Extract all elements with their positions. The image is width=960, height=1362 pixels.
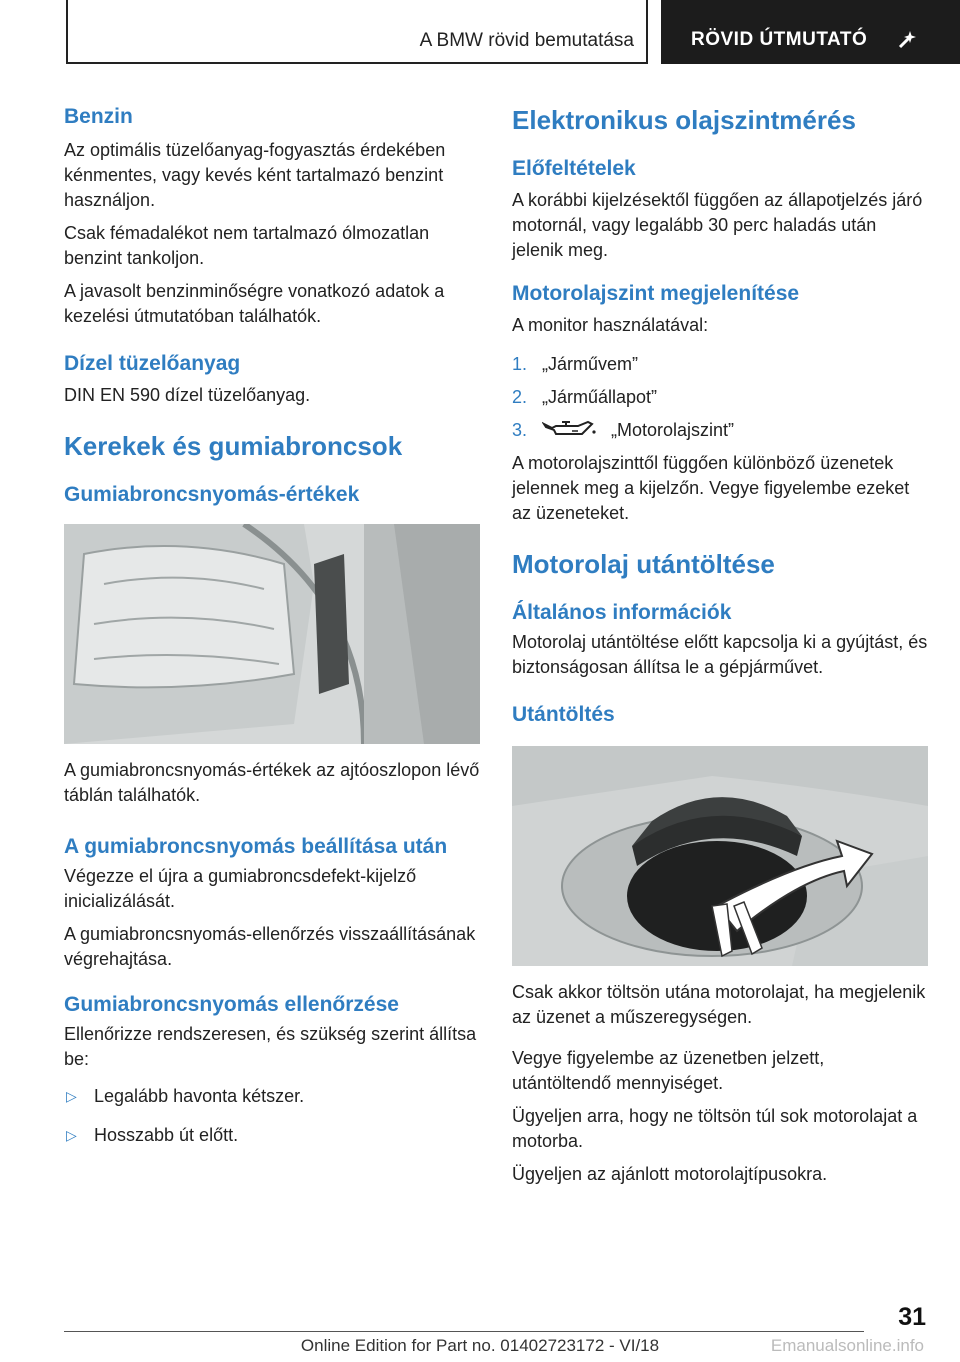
watermark: Emanualsonline.info xyxy=(770,1336,924,1355)
oil-display-steps xyxy=(512,352,928,443)
after-adjust-paragraph-1: Végezze el újra a gumiabroncsdefekt-kijelző inicializálását. xyxy=(64,866,417,911)
benzin-heading: Benzin xyxy=(64,105,133,128)
step-number: 3. xyxy=(512,420,528,440)
benzin-paragraph-3: A javasolt benzinminőségre vonatkozó adatok a kezelési útmutatóban találhatók. xyxy=(64,281,445,326)
general-info-heading: Általános információk xyxy=(512,601,732,624)
topup-paragraph-3: Ügyeljen arra, hogy ne töltsön túl sok motorolajat a motorba. xyxy=(512,1106,918,1151)
page-number: 31 xyxy=(898,1303,926,1331)
left-column xyxy=(64,104,480,1148)
oil-display-heading: Motorolajszint megjelenítése xyxy=(512,282,800,305)
after-adjust-paragraph-2: A gumiabroncsnyomás-ellenőrzés visszaállításának végrehajtása. xyxy=(64,924,476,969)
topup-paragraph-4: Ügyeljen az ajánlott motorolajtípusokra. xyxy=(512,1164,828,1184)
list-item xyxy=(512,352,928,377)
oil-measurement-heading: Elektronikus olajszintmérés xyxy=(512,105,856,135)
edition-text: Online Edition for Part no. 01402723172 - VI/18 xyxy=(300,1336,660,1355)
pressure-check-heading: Gumiabroncsnyomás ellenőrzése xyxy=(64,993,399,1016)
tire-pressure-heading: Gumiabroncsnyomás-értékek xyxy=(64,483,360,506)
header-section-title: A BMW rövid bemutatása xyxy=(419,30,634,51)
header-chapter-title: RÖVID ÚTMUTATÓ xyxy=(691,29,868,50)
step-number: 1. xyxy=(512,354,528,374)
diesel-heading: Dízel tüzelőanyag xyxy=(64,352,241,375)
after-adjust-heading: A gumiabroncsnyomás beállítása után xyxy=(64,835,448,858)
step-text: „Járműállapot” xyxy=(542,387,658,407)
page-header xyxy=(0,0,960,66)
footer-divider xyxy=(64,1331,864,1332)
topup-paragraph-2: Vegye figyelembe az üzenetben jelzett, utántöltendő mennyiséget. xyxy=(512,1048,825,1093)
oil-can-icon xyxy=(542,420,598,438)
topup-heading: Utántöltés xyxy=(512,703,615,726)
header-section-box xyxy=(66,0,648,64)
oil-display-paragraph: A monitor használatával: xyxy=(512,315,709,335)
general-info-paragraph: Motorolaj utántöltése előtt kapcsolja ki a gyújtást, és biztonságosan állítsa le a gépjárművet. xyxy=(512,632,928,677)
list-item-text: Hosszabb út előtt. xyxy=(94,1125,239,1145)
wand-icon xyxy=(897,28,919,50)
oil-display-paragraph-2: A motorolajszinttől függően különböző üzenetek jelennek meg a kijelzőn. Vegye figyelembe ezeket az üzeneteket. xyxy=(512,453,910,523)
pressure-check-paragraph: Ellenőrizze rendszeresen, és szükség szerint állítsa be: xyxy=(64,1024,477,1069)
triangle-bullet-icon: ▷ xyxy=(66,1127,77,1143)
list-item xyxy=(512,385,928,410)
prerequisites-paragraph: A korábbi kijelzésektől függően az állapotjelzés járó motornál, vagy legalább 30 perc haladás után jelenik meg. xyxy=(512,190,923,260)
list-item-text: Legalább havonta kétszer. xyxy=(94,1086,305,1106)
list-item xyxy=(512,418,928,443)
triangle-bullet-icon: ▷ xyxy=(66,1088,77,1104)
header-chapter-box xyxy=(661,0,960,64)
topup-paragraph-1: Csak akkor töltsön utána motorolajat, ha megjelenik az üzenet a műszeregységen. xyxy=(512,982,926,1027)
step-text: „Motorolajszint” xyxy=(611,420,735,440)
tire-pressure-caption: A gumiabroncsnyomás-értékek az ajtóoszlopon lévő táblán találhatók. xyxy=(64,760,480,805)
step-number: 2. xyxy=(512,387,528,407)
prerequisites-heading: Előfeltételek xyxy=(512,157,636,180)
list-item xyxy=(64,1123,480,1148)
list-item xyxy=(64,1084,480,1109)
step-text: „Járművem” xyxy=(542,354,639,374)
door-pillar-image xyxy=(64,524,480,744)
benzin-paragraph-2: Csak fémadalékot nem tartalmazó ólmozatlan benzint tankoljon. xyxy=(64,223,430,268)
tires-heading: Kerekek és gumiabroncsok xyxy=(64,431,403,461)
right-column xyxy=(512,104,928,1187)
oil-refill-heading: Motorolaj utántöltése xyxy=(512,549,775,579)
pressure-check-list xyxy=(64,1084,480,1148)
diesel-paragraph: DIN EN 590 dízel tüzelőanyag. xyxy=(64,385,311,405)
oil-filler-cap-image xyxy=(512,746,928,966)
benzin-paragraph-1: Az optimális tüzelőanyag-fogyasztás érdekében kénmentes, vagy kevés ként tartalmazó benzint használjon. xyxy=(64,140,446,210)
